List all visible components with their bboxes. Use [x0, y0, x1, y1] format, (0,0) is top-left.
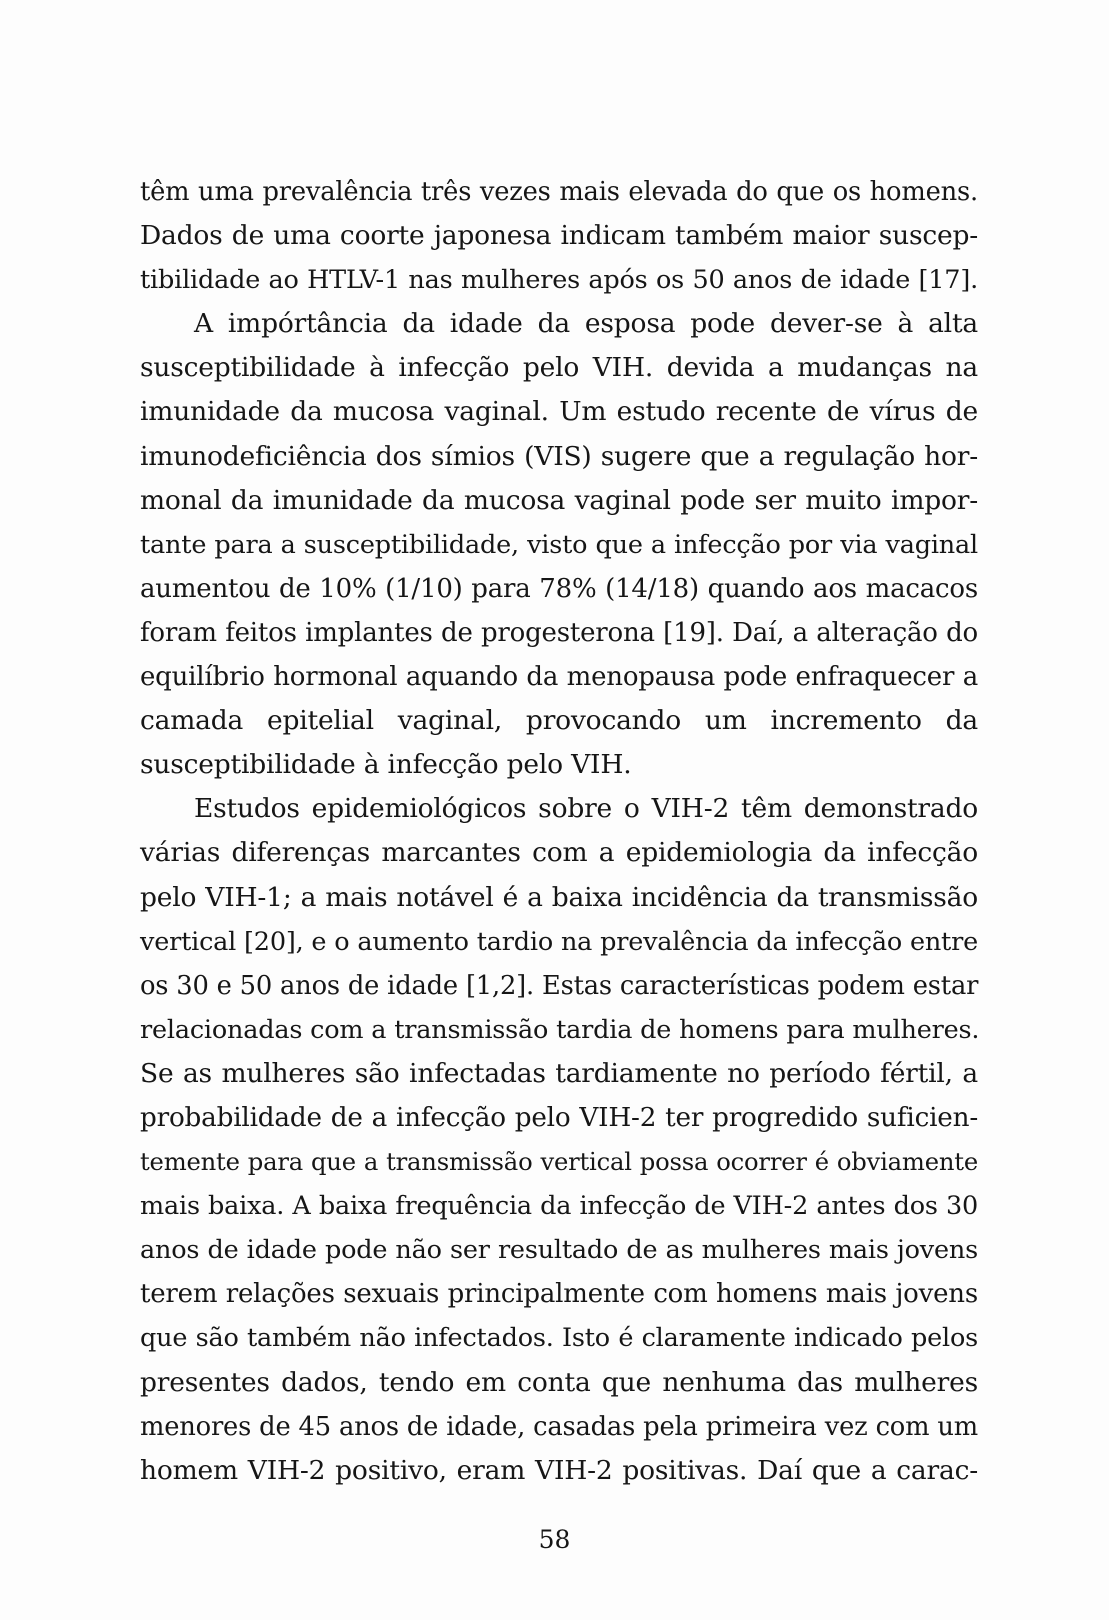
- page-number: 58: [538, 1525, 571, 1554]
- text-line: susceptibilidade à infecção pelo VIH.: [140, 749, 632, 781]
- text-line: monal da imunidade da mucosa vaginal pode ser muito impor-: [140, 484, 978, 516]
- text-line: aumentou de 10% (1/10) para 78% (14/18) quando aos macacos: [140, 573, 978, 604]
- text-line: mais baixa. A baixa frequência da infecção de VIH-2 antes dos 30: [140, 1191, 978, 1222]
- body-text: [140, 170, 978, 1493]
- text-line: A impórtância da idade da esposa pode dever-se à alta: [194, 308, 978, 340]
- text-line: foram feitos implantes de progesterona [19]. Daí, a alteração do: [140, 617, 978, 648]
- text-line: imunidade da mucosa vaginal. Um estudo recente de vírus de: [140, 396, 978, 428]
- text-line: Dados de uma coorte japonesa indicam também maior suscep-: [140, 220, 978, 252]
- text-line: várias diferenças marcantes com a epidemiologia da infecção: [140, 837, 978, 869]
- text-line: pelo VIH-1; a mais notável é a baixa incidência da transmissão: [140, 881, 978, 913]
- text-line: Se as mulheres são infectadas tardiamente no período fértil, a: [140, 1057, 978, 1089]
- text-line: imunodeficiência dos símios (VIS) sugere que a regulação hor-: [140, 440, 978, 472]
- text-line: terem relações sexuais principalmente com homens mais jovens: [140, 1279, 978, 1310]
- text-line: os 30 e 50 anos de idade [1,2]. Estas características podem estar: [140, 970, 979, 1001]
- text-line: têm uma prevalência três vezes mais elevada do que os homens.: [140, 177, 978, 207]
- text-line: equilíbrio hormonal aquando da menopausa pode enfraquecer a: [140, 662, 978, 693]
- text-line: relacionadas com a transmissão tardia de homens para mulheres.: [140, 1014, 980, 1045]
- text-line: temente para que a transmissão vertical possa ocorrer é obviamente: [140, 1147, 978, 1177]
- text-line: camada epitelial vaginal, provocando um incremento da: [140, 705, 978, 737]
- text-line: presentes dados, tendo em conta que nenhuma das mulheres: [140, 1366, 978, 1398]
- text-line: homem VIH-2 positivo, eram VIH-2 positivas. Daí que a carac-: [140, 1454, 978, 1486]
- text-line: anos de idade pode não ser resultado de as mulheres mais jovens: [140, 1235, 978, 1266]
- text-line: tante para a susceptibilidade, visto que a infecção por via vaginal: [140, 529, 978, 560]
- text-line: probabilidade de a infecção pelo VIH-2 ter progredido suficien-: [140, 1102, 978, 1133]
- text-line: tibilidade ao HTLV-1 nas mulheres após os 50 anos de idade [17].: [140, 265, 978, 296]
- text-line: vertical [20], e o aumento tardio na prevalência da infecção entre: [140, 926, 978, 957]
- text-line: que são também não infectados. Isto é claramente indicado pelos: [140, 1323, 978, 1354]
- text-line: susceptibilidade à infecção pelo VIH. devida a mudanças na: [140, 352, 978, 384]
- text-line: menores de 45 anos de idade, casadas pela primeira vez com um: [140, 1411, 978, 1442]
- text-line: Estudos epidemiológicos sobre o VIH-2 têm demonstrado: [194, 793, 978, 825]
